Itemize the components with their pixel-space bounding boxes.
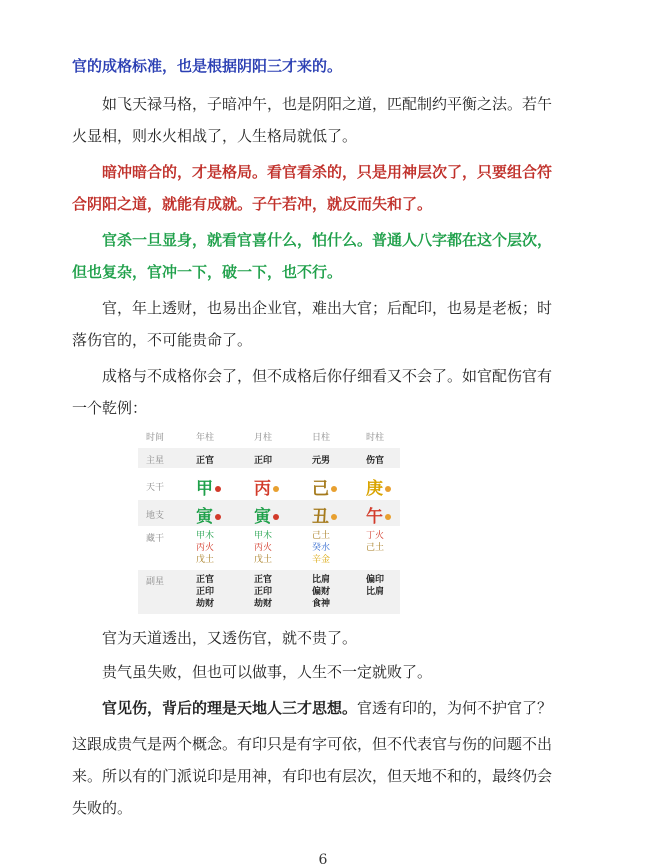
highlight-red-line: 暗冲暗合的，才是格局。看官看杀的，只是用神层次了，只要组合符 xyxy=(102,163,553,181)
paragraph-line: 火显相，则水火相战了，人生格局就低了。 xyxy=(72,127,358,145)
lead-rest: 官透有印的，为何不护官了？ xyxy=(357,699,553,717)
row-label: 天干 xyxy=(146,483,165,493)
chart-header-row xyxy=(138,430,400,446)
fuxing-item: 正官 xyxy=(254,575,273,585)
canggan-cell xyxy=(196,530,214,566)
canggan-cell xyxy=(254,530,272,566)
fuxing-item: 正印 xyxy=(196,587,215,597)
row-label: 藏干 xyxy=(146,534,165,544)
bold-lead: 官见伤，背后的理是天地人三才思想。 xyxy=(102,699,358,717)
zhuxing-cell: 正印 xyxy=(254,456,273,466)
paragraph-line: 官为天道透出，又透伤官，就不贵了。 xyxy=(102,629,358,647)
fuxing-item: 劫财 xyxy=(254,599,273,609)
canggan-item: 甲木 xyxy=(196,531,215,541)
paragraph-line: 这跟成贵气是两个概念。有印只是有字可依，但不代表官与伤的问题不出 xyxy=(72,735,553,753)
canggan-item: 戊土 xyxy=(254,555,273,565)
highlight-green-line: 官杀一旦显身，就看官喜什么，怕什么。普通人八字都在这个层次， xyxy=(102,231,553,249)
canggan-cell xyxy=(312,530,330,566)
highlight-red-line: 合阴阳之道，就能有成就。子午若冲，就反而失和了。 xyxy=(72,195,433,213)
paragraph-line: 如飞天禄马格，子暗冲午，也是阴阳之道，匹配制约平衡之法。若午 xyxy=(102,95,553,113)
row-label: 主星 xyxy=(146,456,165,466)
dizhi-cell xyxy=(196,502,221,527)
chart-zhuxing-row xyxy=(138,448,400,468)
row-label: 副星 xyxy=(146,577,165,587)
fuxing-item: 比肩 xyxy=(312,575,331,585)
tiangan-cell xyxy=(366,474,391,499)
paragraph-line: 落伤官的，不可能贵命了。 xyxy=(72,331,253,349)
zhuxing-cell: 正官 xyxy=(196,456,215,466)
element-dot-icon xyxy=(385,514,391,520)
page-number: 6 xyxy=(318,852,328,867)
element-dot-icon xyxy=(331,486,337,492)
paragraph-line: 来。所以有的门派说印是用神，有印也有层次，但天地不和的，最终仍会 xyxy=(72,767,553,785)
dizhi-char: 午 xyxy=(366,507,383,527)
dizhi-char: 寅 xyxy=(196,507,213,527)
fuxing-cell xyxy=(366,574,384,598)
pillar-header: 月柱 xyxy=(254,433,273,443)
pillar-header: 年柱 xyxy=(196,433,215,443)
fuxing-cell xyxy=(196,574,214,610)
pillar-header: 时柱 xyxy=(366,433,385,443)
paragraph-line: 成格与不成格你会了，但不成格后你仔细看又不会了。如官配伤官有 xyxy=(102,367,553,385)
tiangan-char: 甲 xyxy=(196,479,213,499)
zhuxing-cell: 元男 xyxy=(312,456,331,466)
paragraph-line: 一个乾例： xyxy=(72,399,148,417)
dizhi-char: 寅 xyxy=(254,507,271,527)
paragraph-line xyxy=(72,698,582,718)
row-label: 地支 xyxy=(146,511,165,521)
fuxing-item: 正官 xyxy=(196,575,215,585)
canggan-item: 戊土 xyxy=(196,555,215,565)
tiangan-cell xyxy=(254,474,279,499)
chart-dizhi-row xyxy=(138,500,400,526)
heading-blue: 官的成格标准，也是根据阴阳三才来的。 xyxy=(72,57,343,75)
zhuxing-cell: 伤官 xyxy=(366,456,385,466)
paragraph-line: 贵气虽失败，但也可以做事，人生不一定就败了。 xyxy=(102,663,433,681)
tiangan-char: 己 xyxy=(312,479,329,499)
element-dot-icon xyxy=(215,486,221,492)
element-dot-icon xyxy=(331,514,337,520)
fuxing-item: 偏财 xyxy=(312,587,331,597)
dizhi-cell xyxy=(312,502,337,527)
dizhi-char: 丑 xyxy=(312,507,329,527)
fuxing-item: 食神 xyxy=(312,599,331,609)
dizhi-cell xyxy=(254,502,279,527)
chart-tiangan-row xyxy=(138,472,400,498)
fuxing-item: 比肩 xyxy=(366,587,385,597)
bazi-chart xyxy=(138,428,400,616)
pillar-header: 日柱 xyxy=(312,433,331,443)
tiangan-char: 丙 xyxy=(254,479,271,499)
canggan-item: 丁火 xyxy=(366,531,385,541)
canggan-item: 己土 xyxy=(312,531,331,541)
chart-fuxing-row xyxy=(138,570,400,614)
tiangan-char: 庚 xyxy=(366,479,383,499)
canggan-item: 辛金 xyxy=(312,555,331,565)
paragraph-line: 失败的。 xyxy=(72,799,133,817)
canggan-item: 己土 xyxy=(366,543,385,553)
highlight-green-line: 但也复杂，官冲一下，破一下，也不行。 xyxy=(72,263,343,281)
canggan-item: 甲木 xyxy=(254,531,273,541)
element-dot-icon xyxy=(385,486,391,492)
dizhi-cell xyxy=(366,502,391,527)
row-label: 时间 xyxy=(146,433,165,443)
element-dot-icon xyxy=(215,514,221,520)
tiangan-cell xyxy=(196,474,221,499)
canggan-item: 丙火 xyxy=(254,543,273,553)
fuxing-item: 偏印 xyxy=(366,575,385,585)
fuxing-cell xyxy=(312,574,330,610)
tiangan-cell xyxy=(312,474,337,499)
fuxing-item: 正印 xyxy=(254,587,273,597)
paragraph-line: 官，年上透财，也易出企业官，难出大官；后配印，也易是老板；时 xyxy=(102,299,553,317)
element-dot-icon xyxy=(273,486,279,492)
chart-canggan-row xyxy=(138,528,400,568)
canggan-item: 丙火 xyxy=(196,543,215,553)
fuxing-cell xyxy=(254,574,272,610)
canggan-cell xyxy=(366,530,384,554)
element-dot-icon xyxy=(273,514,279,520)
canggan-item: 癸水 xyxy=(312,543,331,553)
fuxing-item: 劫财 xyxy=(196,599,215,609)
